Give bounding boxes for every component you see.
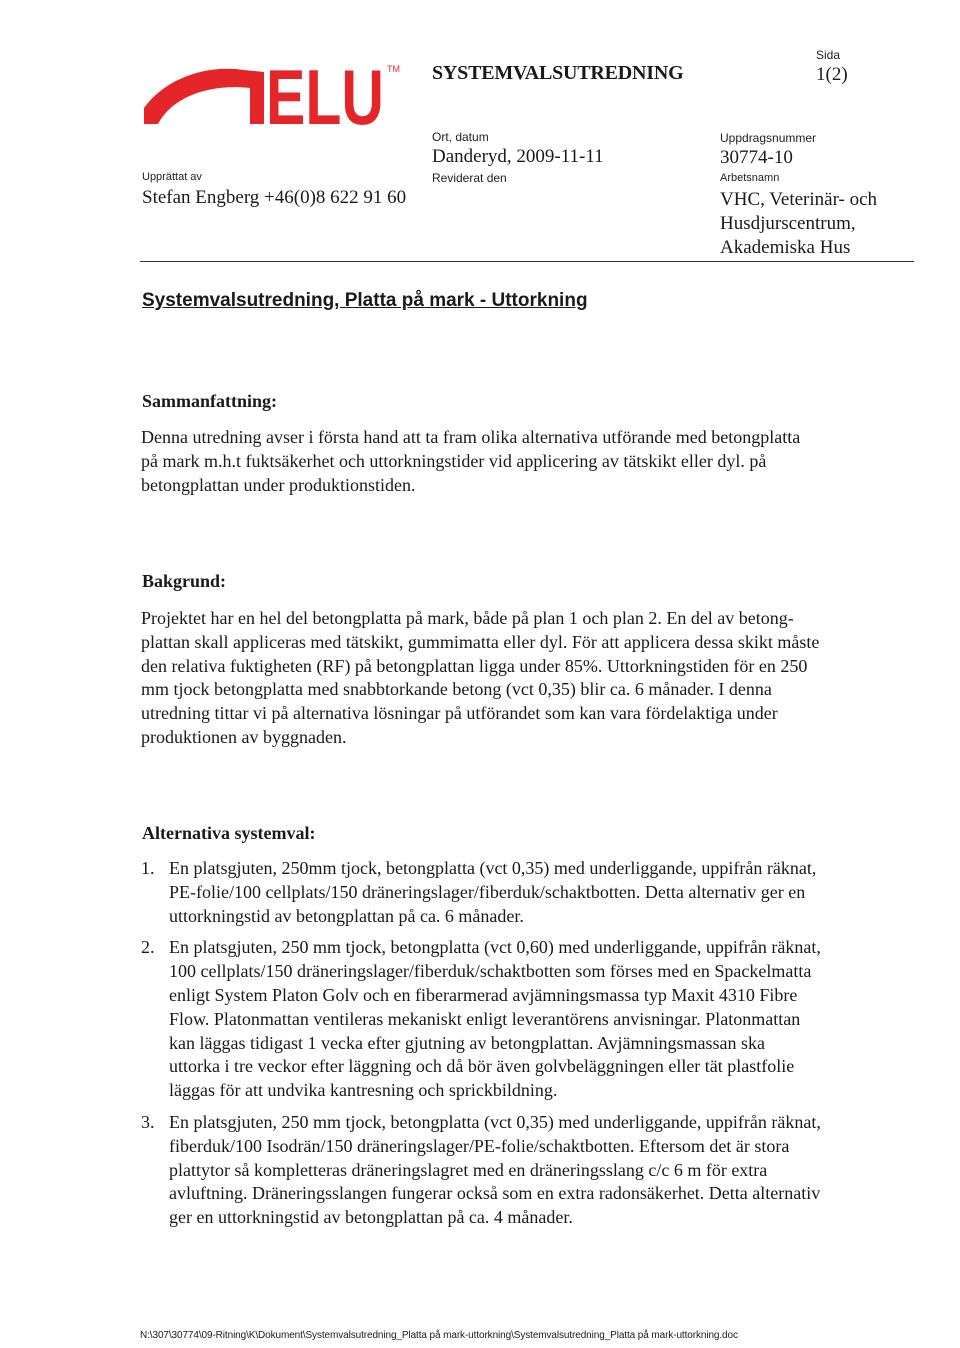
text-line: betongplattan under produktionstiden. [141, 474, 416, 495]
text-line: Flow. Platonmattan ventileras mekaniskt enligt leverantörens anvisningar. Platonmattan [169, 1008, 801, 1029]
list-number: 2. [141, 937, 155, 958]
text-line: En platsgjuten, 250mm tjock, betongplatta (vct 0,35) med underliggande, uppifrån räknat, [169, 858, 817, 878]
main-title: Systemvalsutredning, Platta på mark - Uttorkning [142, 290, 588, 311]
text-line: utredning tittar vi på alternativa lösningar på utförandet som kan vara fördelaktiga under [141, 703, 778, 724]
arbetsnamn-line: Akademiska Hus [720, 237, 851, 258]
uppdragsnummer-label: Uppdragsnummer [720, 131, 817, 145]
text-line: En platsgjuten, 250 mm tjock, betongplatta (vct 0,60) med underliggande, uppifrån räknat, [169, 937, 821, 958]
list-number: 3. [141, 1111, 155, 1132]
list-item [141, 1111, 911, 1230]
text-line: produktionen av byggnaden. [141, 726, 347, 747]
logo-swoosh-icon [144, 69, 264, 124]
alternativ-heading: Alternativa systemval: [142, 823, 316, 843]
arbetsnamn-label: Arbetsnamn [720, 172, 780, 184]
uppdragsnummer-value: 30774-10 [720, 147, 793, 168]
elu-logo [144, 58, 404, 130]
sammanfattning-heading: Sammanfattning: [142, 391, 278, 411]
list-item [141, 857, 911, 928]
text-line: plattytor så kompletteras dräneringslagret med en dräneringsslang c/c 6 m för extra [169, 1159, 768, 1180]
text-line: uttorka i tre veckor efter läggning och då bör även golvbeläggningen eller tät plastfolie [169, 1056, 795, 1077]
text-line: plattan skall appliceras med tätskikt, gummimatta eller dyl. För att applicera dessa skikt måste [141, 631, 820, 652]
alternativ-list [141, 857, 911, 1238]
text-line: den relativa fuktigheten (RF) på betongplattan ligga under 85%. Uttorkningstiden för en 250 [141, 655, 808, 676]
text-line: Projektet har en hel del betongplatta på mark, både på plan 1 och plan 2. En del av betong- [141, 608, 794, 628]
text-line: på mark m.h.t fuktsäkerhet och uttorkningstider vid applicering av tätskikt eller dyl. på [141, 450, 767, 471]
footer-file-path: N:\307\30774\09-Ritning\K\Dokument\Systemvalsutredning_Platta på mark-uttorkning\Systemvalsutredning_Platta på mark-uttorkning.doc [140, 1330, 738, 1341]
text-line: avluftning. Dräneringsslangen fungerar också som en extra radonsäkerhet. Detta alternativ [169, 1183, 821, 1204]
text-line: fiberduk/100 Isodrän/150 dräneringslager/PE-folie/schaktbotten. Eftersom det är stora [169, 1135, 790, 1156]
document-title: SYSTEMVALSUTREDNING [432, 62, 684, 84]
text-line: uttorkningstid av betongplattan på ca. 6 månader. [169, 905, 524, 926]
text-line: 100 cellplats/150 dräneringslager/fiberduk/schaktbotten som förses med en Spackelmatta [169, 961, 812, 982]
text-line: ger en uttorkningstid av betongplattan på ca. 4 månader. [169, 1207, 573, 1228]
page-label: Sida [816, 48, 841, 62]
bakgrund-text [141, 607, 911, 750]
page-number: 1(2) [816, 64, 848, 85]
ort-datum-label: Ort, datum [432, 130, 489, 144]
arbetsnamn-value [720, 188, 877, 260]
bakgrund-heading: Bakgrund: [142, 571, 227, 591]
upprattat-label: Upprättat av [142, 171, 202, 183]
text-line: PE-folie/100 cellplats/150 dräneringslager/fiberduk/schaktbotten. Detta alternativ ger en [169, 881, 806, 902]
reviderat-label: Reviderat den [432, 171, 507, 185]
upprattat-value: Stefan Engberg +46(0)8 622 91 60 [142, 187, 407, 208]
arbetsnamn-line: VHC, Veterinär- och [720, 189, 878, 210]
text-line: mm tjock betongplatta med snabbtorkande betong (vct 0,35) blir ca. 6 månader. I denna [141, 679, 772, 700]
sammanfattning-text [141, 426, 911, 497]
logo-text: ELU [266, 58, 384, 130]
text-line: enligt System Platon Golv och en fiberarmerad avjämningsmassa typ Maxit 4310 Fibre [169, 984, 798, 1005]
arbetsnamn-line: Husdjurscentrum, [720, 213, 856, 234]
ort-datum-value: Danderyd, 2009-11-11 [432, 146, 604, 167]
list-number: 1. [141, 858, 155, 878]
header-divider [140, 261, 914, 262]
text-line: En platsgjuten, 250 mm tjock, betongplatta (vct 0,35) med underliggande, uppifrån räknat, [169, 1111, 821, 1132]
text-line: kan läggas tidigast 1 vecka efter gjutning av betongplattan. Avjämningsmassan ska [169, 1032, 766, 1053]
text-line: Denna utredning avser i första hand att ta fram olika alternativa utförande med betongplatta [141, 427, 801, 447]
logo-trademark: TM [387, 64, 400, 74]
text-line: läggas för att undvika kantresning och sprickbildning. [169, 1080, 558, 1101]
list-item [141, 936, 911, 1103]
